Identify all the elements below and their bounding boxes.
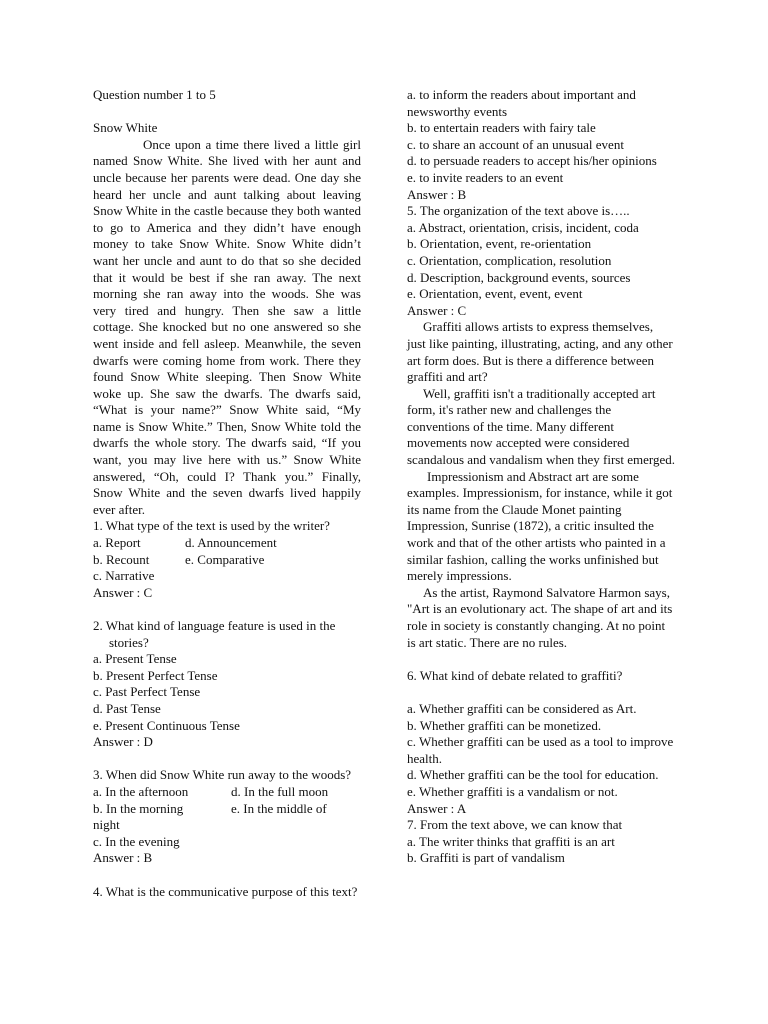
- question-text: 5. The organization of the text above is…..: [407, 203, 630, 219]
- left-column: [93, 87, 361, 900]
- question-text: 7. From the text above, we can know that: [407, 817, 623, 833]
- option-e: e. to invite readers to an event: [407, 169, 564, 185]
- option-c: c. Orientation, complication, resolution: [407, 252, 612, 268]
- option-a: a. The writer thinks that graffiti is an art: [407, 833, 615, 849]
- question-2: [93, 618, 361, 751]
- option-c: c. Past Perfect Tense: [93, 684, 201, 700]
- question-4: [93, 884, 361, 901]
- option-b: b. Whether graffiti can be monetized.: [407, 717, 602, 733]
- option-c: c. In the evening: [93, 833, 180, 849]
- option-b: b. Orientation, event, re-orientation: [407, 236, 592, 252]
- graffiti-paragraph-3: Impressionism and Abstract art are some examples. Impressionism, for instance, while it got its name from the Claude Monet painting Impression, Sunrise (1872), a critic insulted the work and that of the other artists who painted in a similar fashion, calling the works unfinished but merely impressions.: [407, 468, 673, 584]
- option-d: d. Description, background events, sources: [407, 269, 631, 285]
- question-5: [407, 203, 675, 319]
- question-text: 3. When did Snow White run away to the woods?: [93, 767, 352, 783]
- option-e: e. Comparative: [185, 551, 265, 567]
- graffiti-paragraph-2: Well, graffiti isn't a traditionally accepted art form, it's rather new and challenges the conventions of the time. Many different movements now accepted were considered scandalous and vandalism when they first emerged.: [407, 385, 675, 468]
- option-c: c. Whether graffiti can be used as a tool to improve health.: [407, 734, 674, 766]
- question-1: [93, 518, 361, 601]
- question-3: [93, 767, 361, 867]
- option-d: d. In the full moon: [231, 783, 329, 799]
- option-b: b. Recount: [93, 551, 150, 567]
- option-e: e. Present Continuous Tense: [93, 717, 240, 733]
- graffiti-paragraph-1: Graffiti allows artists to express themselves, just like painting, illustrating, acting, and any other art form does. But is there a difference between graffiti and art?: [407, 319, 673, 385]
- question-7: [407, 817, 675, 867]
- option-a: a. In the afternoon: [93, 783, 189, 799]
- option-d: d. to persuade readers to accept his/her opinions: [407, 153, 657, 169]
- graffiti-paragraph-4: As the artist, Raymond Salvatore Harmon says, "Art is an evolutionary act. The shape of art and its role in society is constantly changing. At no point is art static. There are no rules.: [407, 584, 673, 650]
- question-4-options: [407, 87, 675, 203]
- option-e: e. In the middle of: [231, 800, 327, 816]
- option-a: a. Whether graffiti can be considered as Art.: [407, 700, 637, 716]
- story-title: Snow White: [93, 120, 158, 136]
- options-grid: [93, 535, 361, 585]
- option-a: a. Report: [93, 535, 141, 551]
- question-text: 2. What kind of language feature is used in the: [93, 618, 336, 633]
- option-c: c. to share an account of an unusual event: [407, 136, 624, 152]
- option-a: a. to inform the readers about important and newsworthy events: [407, 87, 636, 119]
- option-e-continued: night: [93, 817, 120, 833]
- option-d: d. Announcement: [185, 535, 277, 551]
- question-text: 6. What kind of debate related to graffiti?: [407, 667, 623, 683]
- question-text-continued: stories?: [109, 634, 149, 650]
- option-e: e. Whether graffiti is a vandalism or not.: [407, 783, 618, 799]
- question-text: 4. What is the communicative purpose of this text?: [93, 883, 358, 899]
- section-heading: Question number 1 to 5: [93, 87, 216, 102]
- question-text: 1. What type of the text is used by the writer?: [93, 518, 330, 534]
- option-b: b. to entertain readers with fairy tale: [407, 120, 596, 136]
- answer-text: Answer : A: [407, 800, 467, 816]
- answer-text: Answer : C: [93, 584, 153, 600]
- option-e: e. Orientation, event, event, event: [407, 286, 583, 302]
- option-b: b. Present Perfect Tense: [93, 667, 218, 683]
- story-text: Once upon a time there lived a little girl named Snow White. She lived with her aunt and uncle because her parents were dead. One day she heard her uncle and aunt talking about leaving Snow White in the castle because they both wanted to go to America and they didn’t have enough money to take Snow White. Snow White didn’t want her uncle and aunt to do that so she decided that it would be best if she ran away. The next morning she ran away into the woods. She was very tired and hungry. Then she saw a little cottage. She knocked but no one answered so she went inside and fell asleep. Meanwhile, the seven dwarfs were coming home from work. There they found Snow White sleeping. Then Snow White woke up. She saw the dwarfs. The dwarfs said, “What is your name?” Snow White said, “My name is Snow White.” Then, Snow White told the dwarfs the whole story. The dwarfs said, “If you want, you may live here with us.” Snow White answered, “Oh, could I? Thank you.” Finally, Snow White and the seven dwarfs lived happily ever after.: [93, 136, 361, 517]
- right-column: [407, 87, 675, 867]
- option-b: b. Graffiti is part of vandalism: [407, 850, 565, 866]
- option-c: c. Narrative: [93, 568, 155, 584]
- answer-text: Answer : B: [407, 186, 467, 202]
- options-grid: [93, 784, 361, 817]
- option-b: b. In the morning: [93, 800, 184, 816]
- question-6: [407, 668, 675, 817]
- option-a: a. Present Tense: [93, 651, 177, 667]
- option-d: d. Whether graffiti can be the tool for education.: [407, 767, 659, 783]
- option-a: a. Abstract, orientation, crisis, incident, coda: [407, 219, 639, 235]
- answer-text: Answer : D: [93, 734, 153, 750]
- answer-text: Answer : C: [407, 302, 467, 318]
- option-d: d. Past Tense: [93, 700, 161, 716]
- answer-text: Answer : B: [93, 850, 153, 866]
